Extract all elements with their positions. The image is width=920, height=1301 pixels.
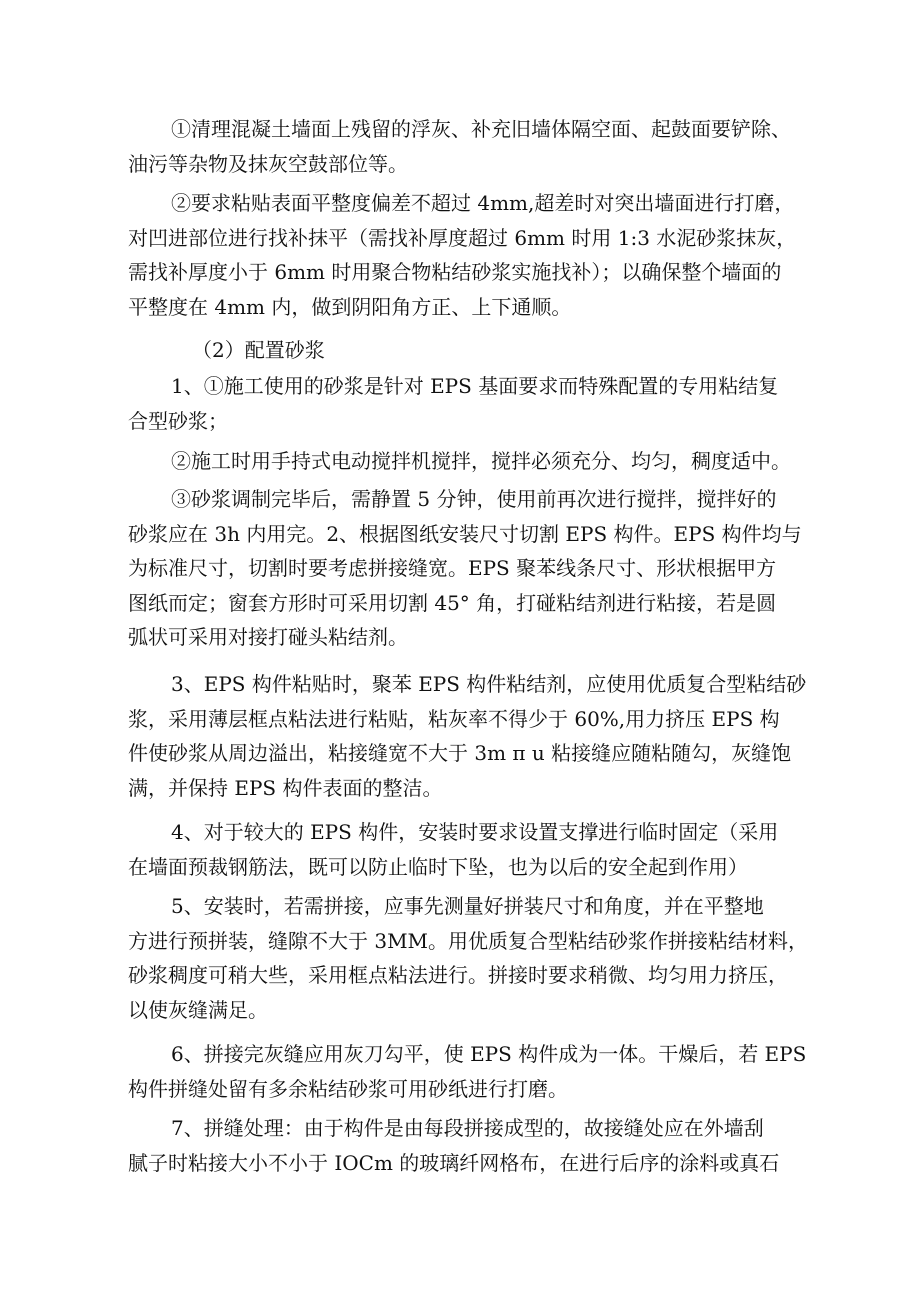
paragraph-line: 构件拼缝处留有多余粘结砂浆可用砂纸进行打磨。	[128, 1076, 568, 1101]
paragraph-line: 以使灰缝满足。	[128, 997, 268, 1022]
paragraph-2	[128, 186, 826, 324]
paragraph-line: 砂浆应在 3h 内用完。2、根据图纸安装尺寸切割 EPS 构件。EPS 构件均与	[128, 521, 802, 546]
paragraph-line: ②施工时用手持式电动搅拌机搅拌，搅拌必须充分、均匀，稠度适中。	[171, 449, 791, 473]
paragraph-line: 腻子时粘接大小不小于 IOCm 的玻璃纤网格布，在进行后序的涂料或真石	[128, 1150, 780, 1175]
paragraph-line: 砂浆稠度可稍大些，采用框点粘法进行。拼接时要求稍微、均匀用力挤压，	[128, 963, 788, 988]
paragraph-line: 弧状可采用对接打碰头粘结剂。	[128, 625, 408, 650]
paragraph-line: 为标准尺寸，切割时要考虑拼接缝宽。EPS 聚苯线条尺寸、形状根据甲方	[128, 556, 777, 581]
section-heading: （2）配置砂浆	[192, 338, 325, 362]
paragraph-line: 需找补厚度小于 6mm 时用聚合物粘结砂浆实施找补）；以确保整个墙面的	[128, 260, 782, 285]
paragraph-line: 1、①施工使用的砂浆是针对 EPS 基面要求而特殊配置的专用粘结复	[171, 374, 779, 398]
paragraph-7	[128, 815, 826, 884]
paragraph-8	[128, 889, 826, 1027]
paragraph-6	[128, 667, 826, 805]
paragraph-line: 合型砂浆；	[128, 408, 228, 433]
paragraph-9	[128, 1037, 826, 1106]
paragraph-3	[128, 369, 826, 438]
paragraph-line: 件使砂浆从周边溢出，粘接缝宽不大于 3m π u 粘接缝应随粘随勾，灰缝饱	[128, 741, 792, 766]
paragraph-5	[128, 482, 826, 655]
paragraph-line: 浆，采用薄层框点粘法进行粘贴，粘灰率不得少于 60%,用力挤压 EPS 构	[128, 706, 780, 731]
paragraph-line: 方进行预拼装，缝隙不大于 3MM。用优质复合型粘结砂浆作拼接粘结材料，	[128, 928, 809, 953]
paragraph-line: 图纸而定；窗套方形时可采用切割 45° 角，打碰粘结剂进行粘接，若是圆	[128, 590, 777, 615]
paragraph-line: 对凹进部位进行找补抹平（需找补厚度超过 6mm 时用 1:3 水泥砂浆抹灰，	[128, 225, 797, 250]
paragraph-line: ①清理混凝土墙面上残留的浮灰、补充旧墙体隔空面、起鼓面要铲除、	[171, 117, 791, 141]
paragraph-line: 3、EPS 构件粘贴时，聚苯 EPS 构件粘结剂，应使用优质复合型粘结砂	[171, 672, 807, 696]
paragraph-1	[128, 112, 826, 181]
paragraph-10	[128, 1111, 826, 1180]
paragraph-line: 7、拼缝处理：由于构件是由每段拼接成型的，故接缝处应在外墙刮	[171, 1116, 764, 1140]
paragraph-line: 油污等杂物及抹灰空鼓部位等。	[128, 151, 408, 176]
paragraph-line: 满，并保持 EPS 构件表面的整洁。	[128, 775, 443, 800]
paragraph-line: 6、拼接完灰缝应用灰刀勾平，使 EPS 构件成为一体。干燥后，若 EPS	[171, 1042, 807, 1066]
paragraph-line: 4、对于较大的 EPS 构件，安装时要求设置支撑进行临时固定（采用	[171, 820, 779, 844]
paragraph-line: 5、安装时，若需拼接，应事先测量好拼装尺寸和角度，并在平整地	[171, 894, 764, 918]
paragraph-line: ②要求粘贴表面平整度偏差不超过 4mm,超差时对突出墙面进行打磨，	[171, 191, 795, 215]
paragraph-4	[171, 444, 826, 479]
paragraph-line: 平整度在 4mm 内，做到阴阳角方正、上下通顺。	[128, 294, 572, 319]
paragraph-line: ③砂浆调制完毕后，需静置 5 分钟，使用前再次进行搅拌，搅拌好的	[171, 487, 777, 511]
paragraph-line: 在墙面预裁钢筋法，既可以防止临时下坠，也为以后的安全起到作用）	[128, 854, 748, 879]
